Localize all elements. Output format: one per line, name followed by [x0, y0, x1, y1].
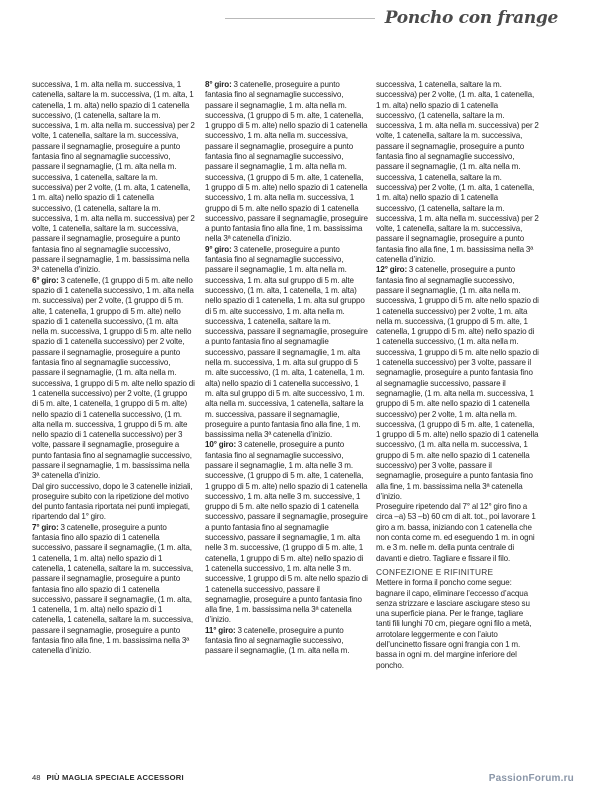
- page-footer: [32, 773, 184, 782]
- watermark: PassionForum.ru: [488, 773, 574, 784]
- page-header: [225, 8, 558, 28]
- paragraph: [376, 502, 539, 564]
- paragraph: [32, 523, 195, 657]
- section-paragraph: Mettere in forma il poncho come segue: bagnare il capo, eliminare l’eccesso d’acqua senza strizzare e lasciare asciugare steso su una superficie piana. Per le frange, tagliare tanti fili lunghi 70 cm, piegare ogni filo a metà, arrotolare leggermente e con l’aiuto dell’uncinetto fissare ogni frangia con 1 m. bassa in ogni m. del margine inferiore del poncho.: [376, 578, 532, 670]
- paragraph-text: successiva, 1 m. alta nella m. successiva, 1 catenella, saltare la m. successiva, (1 m. alta, 1 catenella, 1 m. alta) nello spazio di 1 catenella successivo, (1 catenella, saltare la m. successiva, 1 m. alta nella m. successiva) per 2 volte, 1 catenella, saltare la m. successiva, passare il segnamaglie, proseguire a punto fantasia fino al segnamaglie successivo, passare il segnamaglie, (1 m. alta nella m. successiva, 1 catenella, saltare la m. successiva) per 2 volte, (1 m. alta, 1 catenella, 1 m. alta) nello spazio di 1 catenella successivo, (1 catenella, saltare la m. successiva, 1 m. alta nella m. successiva) per 2 volte, 1 catenella, saltare la m. successiva, passare il segnamaglie, proseguire a punto fantasia fino al segnamaglie successivo, passare il segnamaglie, 1 m. bassissima nella 3ª catenella d’inizio.: [32, 80, 195, 275]
- paragraph: [205, 80, 368, 245]
- text-columns: [32, 80, 562, 764]
- paragraph-text: successiva, 1 catenella, saltare la m. successiva) per 2 volte, (1 m. alta, 1 catenella, 1 m. alta) nello spazio di 1 catenella successivo, (1 catenella, saltare la m. successiva, 1 m. alta nella m. successiva) per 2 volte, 1 catenella, saltare la m. successiva, passare il segnamaglie, proseguire a punto fantasia fino al segnamaglie successivo, passare il segnamaglie, (1 m. alta nella m. successiva, 1 catenella, saltare la m. successiva) per 2 volte, (1 m. alta, 1 catenella, 1 m. alta) nello spazio di 1 catenella successivo, (1 catenella, saltare la m. successiva, 1 m. alta nella m. successiva) per 2 volte, 1 catenella, saltare la m. successiva, passare il segnamaglie, proseguire a punto fantasia fino alla fine, 1 m. bassissima nella 3ª catenella d’inizio.: [376, 80, 539, 265]
- page-number: 48: [32, 773, 41, 782]
- round-label: 7° giro:: [32, 522, 59, 532]
- section-heading: CONFEZIONE E RIFINITURE: [376, 566, 494, 577]
- paragraph: [376, 265, 539, 502]
- round-label: 6° giro:: [32, 275, 59, 285]
- column-2: [205, 80, 368, 764]
- column-3-body: [376, 80, 539, 564]
- round-label: 10° giro:: [205, 440, 237, 450]
- paragraph-text: 3 catenelle, proseguire a punto fantasia fino allo spazio di 1 catenella successivo, passare il segnamaglie, (1 m. alta, 1 catenella, 1 m. alta) nello spazio di 1 catenella, 1 catenella, saltare la m. successiva, passare il segnamaglie, proseguire a punto fantasia fino allo spazio di 1 catenella successivo, passare il segnamaglie, (1 m. alta, 1 catenella, 1 m. alta) nello spazio di 1 catenella, 1 catenella, saltare la m. successiva, passare il segnamaglie, proseguire a punto fantasia fino alla fine, 1 m. bassissima nella 3ª catenella d’inizio.: [32, 522, 194, 656]
- paragraph: [376, 80, 539, 265]
- paragraph-text: 3 catenelle, proseguire a punto fantasia fino al segnamaglie successivo, passare il segnamaglie, (1 m. alta nella m.: [205, 625, 350, 656]
- paragraph-text: 3 catenelle, proseguire a punto fantasia fino al segnamaglie successivo, passare il segnamaglie, (1 m. alta nella m. successiva, 1 gruppo di 5 m. alte nello spazio di 1 catenella successivo) per 2 volte, 1 m. alta nella m. successiva, (1 gruppo di 5 m. alte, 1 catenella, 1 gruppo di 5 m. alte) nello spazio di 1 catenella successivo, (1 m. alta nella m. successiva, 1 gruppo di 5 m. alte nello spazio di 1 catenella successivo) per 3 volte, passare il segnamaglie, proseguire a punto fantasia fino al segnamaglie successivo, passare il segnamaglie, (1 m. alta nella m. successiva, 1 gruppo di 5 m. alte nello spazio di 1 catenella successivo) per 2 volte, 1 m. alta nella m. successiva, (1 gruppo di 5 m. alte, 1 catenella, 1 gruppo di 5 m. alte) nello spazio di 1 catenella successivo, (1 m. alta nella m. successiva, 1 gruppo di 5 m. alte nello spazio di 1 catenella successivo) per 3 volte, passare il segnamaglie, proseguire a punto fantasia fino alla fine, 1 m. bassissima nella 3ª catenella d’inizio.: [376, 265, 539, 501]
- paragraph: [205, 440, 368, 625]
- paragraph: [205, 245, 368, 441]
- round-label: 12° giro:: [376, 265, 408, 275]
- paragraph-text: Dal giro successivo, dopo le 3 catenelle iniziali, proseguire subito con la ripetizione del motivo del punto fantasia riportata nei punti impiegati, ripartendo dal 1° giro.: [32, 481, 193, 522]
- paragraph: [205, 626, 368, 657]
- round-label: 11° giro:: [205, 625, 236, 635]
- paragraph: [32, 276, 195, 482]
- paragraph-text: 3 catenelle, proseguire a punto fantasia fino al segnamaglie successivo, passare il segnamaglie, 1 m. alta nella m. successiva, 1 m. alta sul gruppo di 5 m. alte successivo, (1 m. alta, 1 catenella, 1 m. alta) nello spazio di 1 catenella, 1 m. alta sul gruppo di 5 m. alte successivo, 1 m. alta nella m. successiva, 1 catenella, saltare la m. successiva, passare il segnamaglie, proseguire a punto fantasia fino al segnamaglie successivo, passare il segnamaglie, 1 m. alta nella m. successiva, 1 m. alta sul gruppo di 5 m. alte successivo, (1 m. alta, 1 catenella, 1 m. alta) nello spazio di 1 catenella successivo, 1 m. alta sul gruppo di 5 m. alte successivo, 1 m. alta nella m. successiva, 1 catenella, saltare la m. successiva, passare il segnamaglie, proseguire a punto fantasia fino alla fine, 1 m. bassissima nella 3ª catenella d’inizio.: [205, 244, 368, 440]
- round-label: 9° giro:: [205, 244, 232, 254]
- paragraph: [32, 482, 195, 523]
- column-3: [376, 80, 539, 764]
- header-rule: [225, 18, 375, 19]
- round-label: 8° giro:: [205, 80, 232, 89]
- publication-name: PIÙ MAGLIA SPECIALE ACCESSORI: [46, 773, 184, 782]
- paragraph-text: 3 catenelle, proseguire a punto fantasia fino al segnamaglie successivo, passare il segnamaglie, 1 m. alta nella m. successiva, (1 gruppo di 5 m. alte, 1 catenella, 1 gruppo di 5 m. alte) nello spazio di 1 catenella successivo, 1 m. alta nella m. successiva, passare il segnamaglie, proseguire a punto fantasia fino al segnamaglie successivo, passare il segnamaglie, 1 m. alta nella m. successiva, (1 gruppo di 5 m. alte, 1 catenella, 1 gruppo di 5 m. alte) nello spazio di 1 catenella successivo, 1 m. alta nella m. successiva, 1 gruppo di 5 m. alte nello spazio di 1 catenella successivo, passare il segnamaglie, proseguire a punto fantasia fino alla fine, 1 m. bassissima nella 3ª catenella d’inizio.: [205, 80, 368, 244]
- paragraph-text: 3 catenelle, proseguire a punto fantasia fino al segnamaglie successivo, passare il segnamaglie, 1 m. alta nelle 3 m. successive, (1 gruppo di 5 m. alte, 1 catenella, 1 gruppo di 5 m. alte) nello spazio di 1 catenella successivo, 1 m. alta nelle 3 m. successive, 1 gruppo di 5 m. alte nello spazio di 1 catenella successivo, passare il segnamaglie, proseguire a punto fantasia fino al segnamaglie successivo, passare il segnamaglie, 1 m. alta nelle 3 m. successive, (1 gruppo di 5 m. alte, 1 catenella, 1 gruppo di 5 m. alte) nello spazio di 1 catenella successivo, 1 m. alta nelle 3 m. successive, 1 gruppo di 5 m. alte nello spazio di 1 catenella successivo, passare il segnamaglie, proseguire a punto fantasia fino alla fine, 1 m. bassissima nella 3ª catenella d’inizio.: [205, 440, 368, 625]
- column-1: [32, 80, 195, 764]
- paragraph-text: Proseguire ripetendo dal 7° al 12° giro fino a circa –a) 53 –b) 60 cm di alt. tot., poi lavorare 1 giro a m. bassa, iniziando con 1 catenella che non conta come m. ed eseguendo 1 m. in ogni m. e 3 m. nelle m. della punta centrale di davanti e dietro. Tagliare e fissare il filo.: [376, 502, 536, 563]
- paragraph-text: 3 catenelle, (1 gruppo di 5 m. alte nello spazio di 1 catenella successivo, 1 m. alta nella m. successiva) per 2 volte, (1 gruppo di 5 m. alte, 1 catenella, 1 gruppo di 5 m. alte) nello spazio di 1 catenella successivo, (1 m. alta nella m. successiva, 1 gruppo di 5 m. alte nello spazio di 1 catenella successivo) per 2 volte, passare il segnamaglie, proseguire a punto fantasia fino al segnamaglie successivo, passare il segnamaglie, (1 m. alta nella m. successiva, 1 gruppo di 5 m. alte nello spazio di 1 catenella successivo) per 2 volte, (1 gruppo di 5 m. alte, 1 catenella, 1 gruppo di 5 m. alte) nello spazio di 1 catenella successivo, (1 m. alta nella m. successiva, 1 gruppo di 5 m. alte nello spazio di 1 catenella successivo) per 3 volte, passare il segnamaglie, proseguire a punto fantasia fino al segnamaglie successivo, passare il segnamaglie, 1 m. bassissima nella 3ª catenella d’inizio.: [32, 275, 195, 481]
- paragraph: [32, 80, 195, 276]
- page-title: Poncho con frange: [384, 8, 558, 28]
